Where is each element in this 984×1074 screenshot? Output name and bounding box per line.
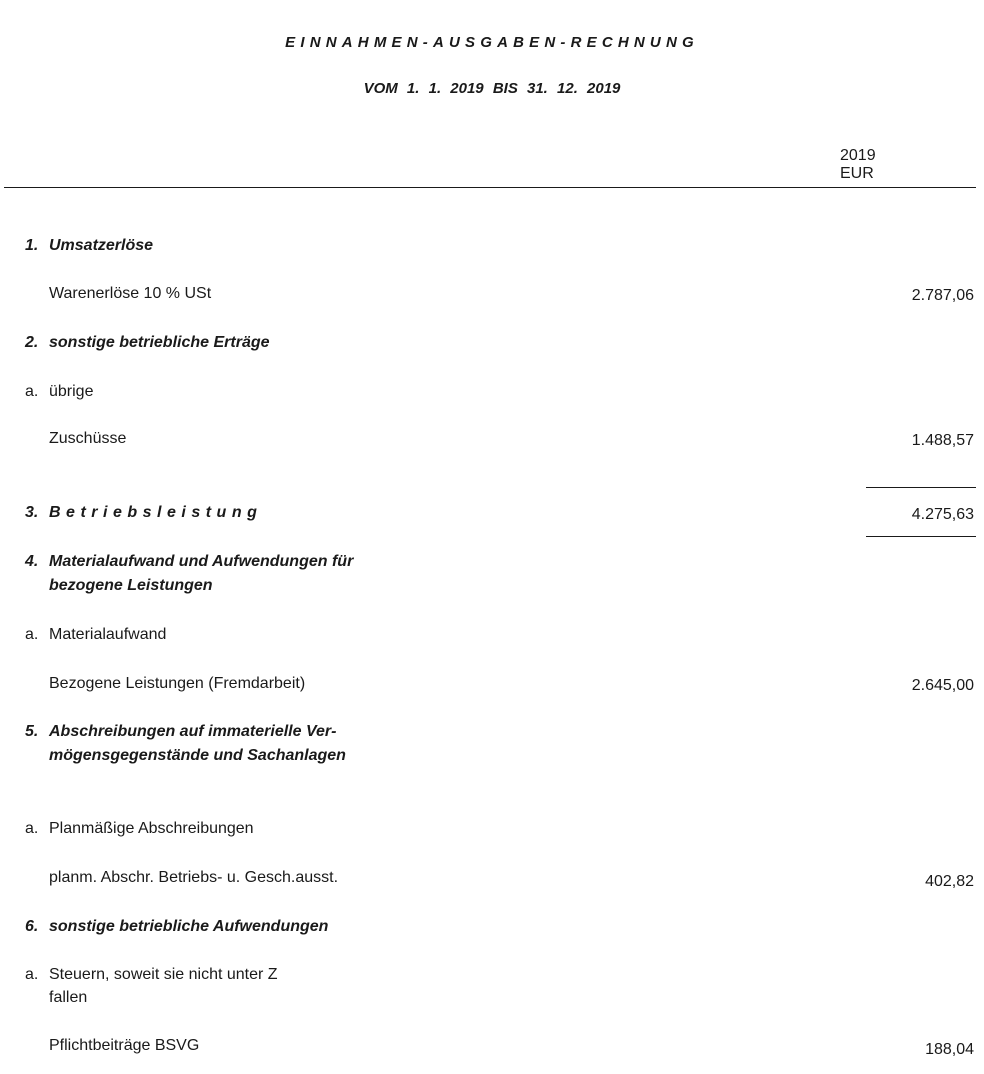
item-value: 2.787,06 [911,287,974,304]
column-header-currency: EUR [840,165,874,182]
section-number: 1. [25,237,39,254]
subsection-label-line2: fallen [49,989,88,1006]
section-number: 4. [25,553,39,570]
column-header-year: 2019 [840,147,876,164]
subsection-label-line1: Steuern, soweit sie nicht unter Z [49,966,278,983]
item-value: 188,04 [925,1041,974,1058]
subsection-letter: a. [25,383,39,400]
subsection-label: Planmäßige Abschreibungen [49,820,254,837]
item-label: Warenerlöse 10 % USt [49,285,212,302]
item-value: 1.488,57 [911,432,974,449]
subsection-label: übrige [49,383,94,400]
header-divider [4,187,976,188]
section-label-line1: Materialaufwand und Aufwendungen für [49,553,354,570]
section-number: 6. [25,918,39,935]
section-label: Umsatzerlöse [49,237,154,254]
document-period: VOM 1. 1. 2019 BIS 31. 12. 2019 [363,80,621,97]
document-title: EINNAHMEN-AUSGABEN-RECHNUNG [285,34,699,51]
item-label: Zuschüsse [49,430,127,447]
section-label-line2: mögensgegenstände und Sachanlagen [49,747,346,764]
subsection-letter: a. [25,626,39,643]
section-label-line1: Abschreibungen auf immaterielle Ver- [49,723,337,740]
total-value: 4.275,63 [911,506,974,523]
subtotal-rule-bottom [866,536,976,537]
section-number: 2. [25,334,39,351]
subsection-letter: a. [25,966,39,983]
subsection-label: Materialaufwand [49,626,167,643]
section-label-line2: bezogene Leistungen [49,577,213,594]
item-label: planm. Abschr. Betriebs- u. Gesch.ausst. [49,869,339,886]
section-number: 5. [25,723,39,740]
subsection-letter: a. [25,820,39,837]
section-label: sonstige betriebliche Aufwendungen [49,918,329,935]
item-label: Pflichtbeiträge BSVG [49,1037,200,1054]
section-number: 3. [25,504,39,521]
section-label: Betriebsleistung [49,504,263,521]
item-value: 402,82 [925,873,974,890]
item-value: 2.645,00 [911,677,974,694]
subtotal-rule-top [866,487,976,488]
section-label: sonstige betriebliche Erträge [49,334,270,351]
item-label: Bezogene Leistungen (Fremdarbeit) [49,675,306,692]
